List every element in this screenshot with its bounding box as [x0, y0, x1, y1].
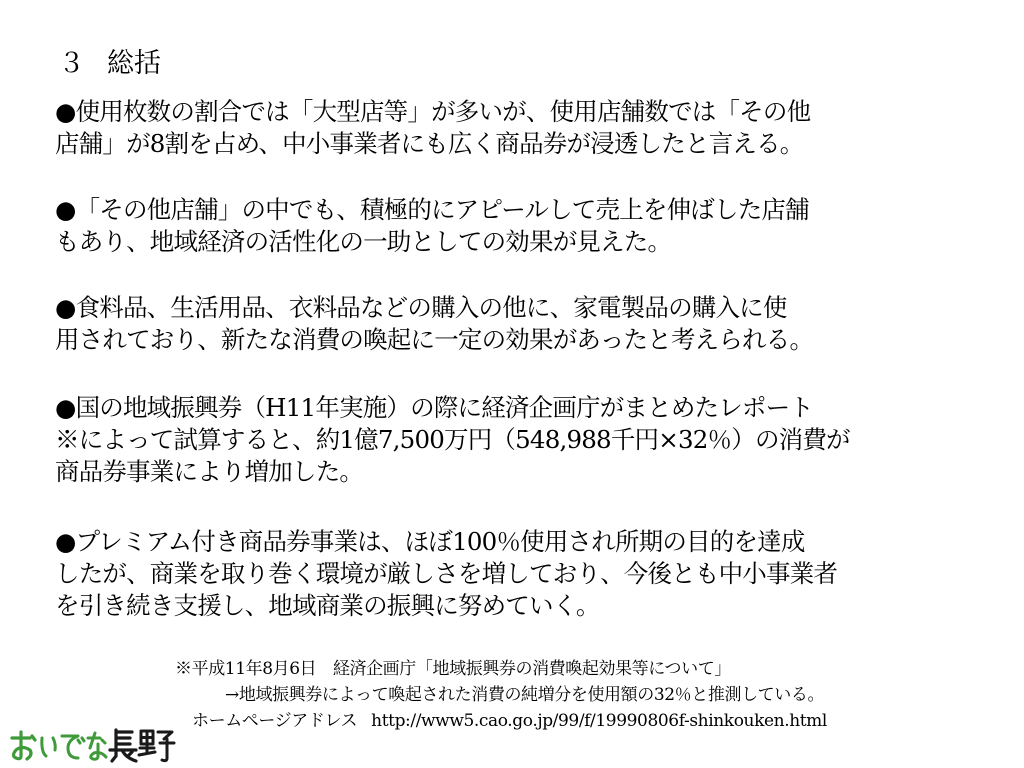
section-number: ３ — [58, 48, 85, 79]
bullet-line: を引き続き支援し、地域商業の振興に努めていく。 — [55, 591, 600, 620]
section-title-text: 総括 — [107, 48, 161, 79]
footnote-source: ※平成11年8月6日 経済企画庁「地域振興券の消費喚起効果等について」 — [175, 659, 731, 679]
logo-text: おいでな長野 — [8, 726, 14, 727]
bullet-usage-share — [55, 96, 985, 160]
footnote-homepage — [175, 708, 827, 734]
footnote — [175, 656, 827, 734]
bullet-list — [55, 96, 985, 622]
section-title — [58, 44, 161, 84]
bullet-conclusion — [55, 526, 985, 622]
bullet-estimate — [55, 392, 985, 488]
bullet-line: ●食料品、生活用品、衣料品などの購入の他に、家電製品の購入に使 — [55, 293, 787, 322]
bullet-line: ●使用枚数の割合では「大型店等」が多いが、使用店舗数では「その他 — [55, 97, 811, 126]
bullet-line: したが、商業を取り巻く環境が厳しさを増しており、今後とも中小事業者 — [55, 559, 838, 588]
bullet-line: 用されており、新たな消費の喚起に一定の効果があったと考えられる。 — [55, 325, 814, 354]
bullet-line: 店舗」が8割を占め、中小事業者にも広く商品券が浸透したと言える。 — [55, 129, 804, 158]
oidena-nagano-logo — [8, 726, 178, 764]
bullet-line: ●「その他店舗」の中でも、積極的にアピールして売上を伸ばした店舗 — [55, 195, 809, 224]
bullet-line: 商品券事業により増加した。 — [55, 457, 364, 486]
homepage-url[interactable]: http://www5.cao.go.jp/99/f/19990806f-shinkouken.html — [371, 711, 827, 731]
footnote-note: →地域振興券によって喚起された消費の純増分を使用額の32％と推測している。 — [225, 685, 825, 705]
bullet-line: ●国の地域振興券（H11年実施）の際に経済企画庁がまとめたレポート — [55, 393, 814, 422]
bullet-line: もあり、地域経済の活性化の一助としての効果が見えた。 — [55, 227, 672, 256]
bullet-other-stores — [55, 194, 985, 258]
homepage-label: ホームページアドレス — [192, 711, 358, 731]
bullet-line: ●プレミアム付き商品券事業は、ほぼ100％使用され所期の目的を達成 — [55, 527, 805, 556]
bullet-purchases — [55, 292, 985, 356]
bullet-line: ※によって試算すると、約1億7,500万円（548,988千円×32％）の消費が — [55, 425, 850, 454]
